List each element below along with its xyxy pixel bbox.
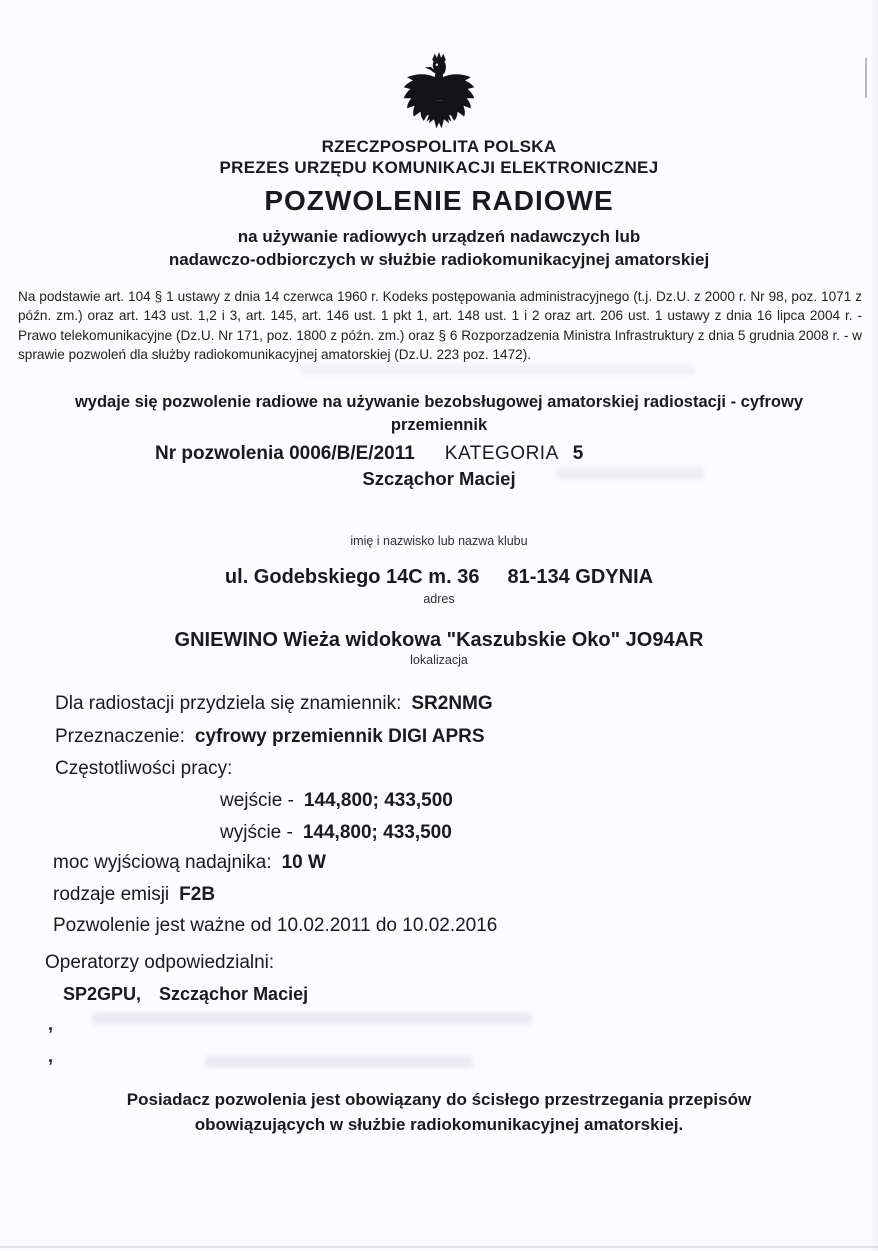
permit-number: Nr pozwolenia 0006/B/E/2011 [155,443,415,464]
operator-slot-comma-2: , [48,1046,54,1066]
category-value: 5 [572,443,584,464]
emission-types-line [53,884,215,906]
operator-name: Szcząchor Maciej [159,984,309,1004]
address-street: ul. Godebskiego 14C m. 36 [224,566,480,588]
emission-value: F2B [179,884,216,905]
purpose-value: cyfrowy przemiennik DIGI APRS [194,726,485,747]
input-frequencies: 144,800; 433,500 [303,790,453,811]
address-caption: adres [423,592,455,606]
power-label: moc wyjściową nadajnika: [53,852,272,873]
power-value: 10 W [281,852,326,873]
legal-basis-paragraph: Na podstawie art. 104 § 1 ustawy z dnia 14 czerwca 1960 r. Kodeks postępowania administracyjnego (t.j. Dz.U. z 2000 r. Nr 98, poz. 1071 z późn. zm.) oraz art. 143 ust. 1,2 i 3, art. 145, art. 146 ust. 1 pkt 1, art. 148 ust. 1 i 2 oraz art. 206 ust. 1 ustawy z dnia 16 lipca 2004 r. - Prawo telekomunikacyjne (Dz.U. Nr 171, poz. 1800 z późn. zm.) oraz § 6 Rozporzadzenia Ministra Infrastruktury z dnia 5 grudnia 2008 r. - w sprawie pozwoleń dla służby radiokomunikacyjnej amatorskiej (Dz.U. 223 poz. 1472). [18,289,862,362]
output-frequencies: 144,800; 433,500 [302,822,452,843]
input-label: wejście - [220,790,294,811]
scan-edge-bottom [0,1246,878,1248]
erased-text-smudge-legal [300,364,695,375]
frequencies-heading: Częstotliwości pracy: [55,758,233,779]
obligation-line1: Posiadacz pozwolenia jest obowiązany do ścisłego przestrzegania przepisów [126,1090,752,1109]
callsign-label: Dla radiostacji przydziela się znamiennik: [55,693,402,714]
output-frequency-line [220,822,452,844]
purpose-label: Przeznaczenie: [55,726,185,747]
obligation-line2: obowiązujących w służbie radiokomunikacyjnej amatorskiej. [194,1114,684,1134]
document-subtitle-line1: na używanie radiowych urządzeń nadawczych lub [237,227,641,246]
operators-heading: Operatorzy odpowiedzialni: [45,952,275,973]
operator-slot-comma-1: , [48,1014,54,1034]
purpose-line [55,726,485,748]
document-title: POZWOLENIE RADIOWE [264,185,614,216]
address-city: 81-134 GDYNIA [507,566,654,588]
scan-edge-mark-right [865,58,867,98]
erased-text-smudge-name [556,468,704,479]
operator-callsign: SP2GPU, [63,984,142,1004]
station-location-line: GNIEWINO Wieża widokowa "Kaszubskie Oko" JO94AR [174,629,704,651]
erased-text-smudge-operator-3 [205,1056,473,1068]
country-name: RZECZPOSPOLITA POLSKA [321,137,557,156]
output-label: wyjście - [220,822,293,843]
obligation-paragraph [59,1088,819,1137]
coat-of-arms-eagle-icon [393,52,485,136]
holder-name-caption: imię i nazwisko lub nazwa klubu [350,534,528,548]
document-subtitle-line2: nadawczo-odbiorczych w służbie radiokomunikacyjnej amatorskiej [168,250,710,269]
emission-label: rodzaje emisji [53,884,170,905]
category-label: KATEGORIA [444,443,559,464]
location-caption: lokalizacja [410,653,468,667]
transmitter-power-line [53,852,326,874]
permit-number-line [155,443,583,465]
responsible-operator-line [63,984,308,1005]
callsign-value: SR2NMG [411,693,493,714]
grant-statement: wydaje się pozwolenie radiowe na używanie bezobsługowej amatorskiej radiostacji - cyfrowy przemiennik [74,393,804,434]
scan-edge-shadow [870,0,878,1251]
input-frequency-line [220,790,453,812]
erased-text-smudge-operator-2 [92,1012,532,1024]
holder-address-line [0,566,878,589]
issuing-authority: PREZES URZĘDU KOMUNIKACJI ELEKTRONICZNEJ [219,158,659,177]
validity-period-line: Pozwolenie jest ważne od 10.02.2011 do 10.02.2016 [53,915,498,936]
holder-name: Szcząchor Maciej [362,468,516,489]
callsign-line [55,693,493,715]
